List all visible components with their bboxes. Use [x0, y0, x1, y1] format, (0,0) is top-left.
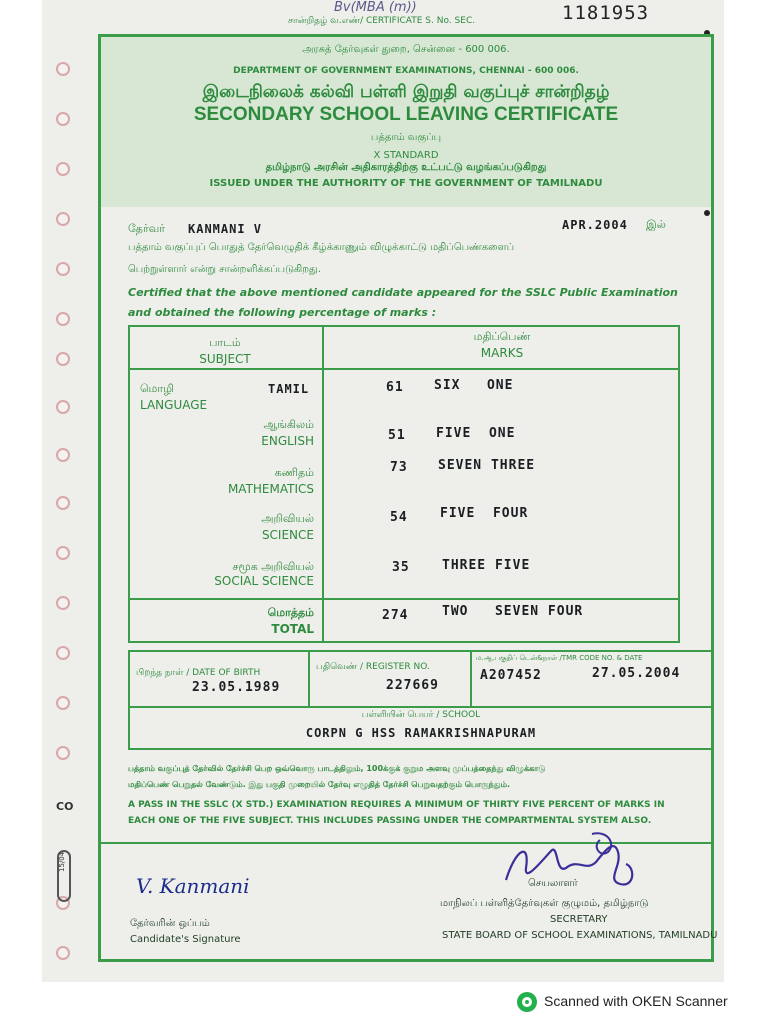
punch-hole	[56, 546, 70, 560]
row-subject: MATHEMATICS	[227, 482, 314, 496]
punch-hole	[56, 596, 70, 610]
punch-hole	[56, 112, 70, 126]
punch-hole	[56, 448, 70, 462]
punch-hole	[56, 696, 70, 710]
school-name: CORPN G HSS RAMAKRISHNAPURAM	[305, 726, 537, 740]
row-subject: LANGUAGE	[140, 398, 208, 412]
certificate-sno-label: சான்றிதழ் வ.எண்/ CERTIFICATE S. No. SEC.	[288, 16, 476, 26]
tmr-date: 27.05.2004	[592, 666, 681, 681]
row-tamil: அறிவியல்	[261, 512, 314, 525]
marks-header: MARKS	[480, 346, 524, 360]
candidate-signature-label: Candidate's Signature	[130, 934, 241, 945]
tamil-statement-2: பெற்றுள்ளார் என்று சான்றளிக்கப்படுகிறது.	[128, 264, 321, 275]
authority-english: ISSUED UNDER THE AUTHORITY OF THE GOVERNMENT OF TAMILNADU	[209, 178, 603, 189]
board-name: STATE BOARD OF SCHOOL EXAMINATIONS, TAMILNADU	[442, 930, 718, 941]
punch-hole	[56, 262, 70, 276]
note-tamil-2: மதிப்பெண் பெறுதல் வேண்டும். இது பகுதி முறையில் தேர்வு எழுதித் தேர்ச்சி பெறுவதற்கும் பொருந்தும்.	[128, 780, 511, 789]
register-label: பதிவெண் / REGISTER NO.	[316, 662, 430, 672]
total-label: TOTAL	[271, 622, 314, 636]
row-tamil: மொழி	[140, 382, 174, 395]
row-tamil: சமூக அறிவியல்	[232, 560, 314, 573]
language-name: TAMIL	[268, 382, 310, 396]
dob-value: 23.05.1989	[192, 680, 281, 695]
left-margin-code: CO	[56, 800, 74, 813]
punch-hole	[56, 400, 70, 414]
punch-hole	[56, 352, 70, 366]
school-label: பள்ளியின் பெயர் / SCHOOL	[361, 710, 481, 720]
certificate-sno: 1181953	[562, 2, 650, 24]
candidate-label: தேர்வர்	[128, 222, 165, 235]
subject-header-tamil: பாடம்	[209, 336, 241, 349]
punch-hole	[56, 746, 70, 760]
punch-hole	[56, 62, 70, 76]
punch-hole	[56, 212, 70, 226]
row-mark: 54	[390, 510, 408, 525]
row-mark: 35	[392, 560, 410, 575]
candidate-name: KANMANI V	[188, 222, 263, 236]
dept-tamil: அரசுத் தேர்வுகள் துறை, சென்னை - 600 006.	[302, 44, 510, 55]
tamil-statement-1: பத்தாம் வகுப்புப் பொதுத் தேர்வெழுதிக் கீழ்க்காணும் விழுக்காட்டு மதிப்பெண்களைப்	[128, 242, 515, 253]
authority-tamil: தமிழ்நாடு அரசின் அதிகாரத்திற்கு உட்பட்டு வழங்கப்படுகிறது	[265, 162, 547, 173]
note-tamil-1: பத்தாம் வகுப்புத் தேர்வில் தேர்ச்சி பெற ஒவ்வொரு பாடத்திலும், 100க்குக் குறும அளவு முப்பத்தைந்து விழுக்காடு	[128, 764, 546, 773]
dob-label: பிறந்த நாள் / DATE OF BIRTH	[136, 668, 261, 678]
row-subject: ENGLISH	[261, 434, 314, 448]
note-english-1: A PASS IN THE SSLC (X STD.) EXAMINATION REQUIRES A MINIMUM OF THIRTY FIVE PERCENT OF MARKS IN	[128, 800, 665, 810]
scanner-label: Scanned with OKEN Scanner	[544, 993, 728, 1009]
tmr-code: A207452	[480, 668, 542, 683]
row-mark-words: FIVE FOUR	[440, 506, 529, 521]
note-english-2: EACH ONE OF THE FIVE SUBJECT. THIS INCLUDES PASSING UNDER THE COMPARTMENTAL SYSTEM ALSO.	[128, 816, 652, 826]
row-mark-words: FIVE ONE	[436, 426, 516, 441]
certified-line-1: Certified that the above mentioned candidate appeared for the SSLC Public Examination	[128, 286, 678, 299]
marks-header-tamil: மதிப்பெண்	[473, 330, 531, 343]
row-mark-words: SEVEN THREE	[438, 458, 536, 473]
subject-header: SUBJECT	[199, 352, 251, 366]
row-tamil: கணிதம்	[274, 466, 314, 479]
punch-hole	[56, 946, 70, 960]
row-mark: 61	[386, 380, 404, 395]
total-mark: 274	[382, 608, 409, 623]
secretary-tamil-2: மாநிலப் பள்ளித்தேர்வுகள் குழுமம், தமிழ்நாடு	[440, 898, 649, 909]
candidate-signature-tamil: தேர்வரின் ஒப்பம்	[130, 918, 210, 929]
punch-hole	[56, 312, 70, 326]
exam-month: APR.2004	[562, 218, 628, 232]
candidate-signature: V. Kanmani	[136, 874, 250, 898]
punch-hole	[56, 496, 70, 510]
certified-line-2: and obtained the following percentage of marks :	[128, 306, 437, 319]
row-mark-words: SIX ONE	[434, 378, 514, 393]
title-english: SECONDARY SCHOOL LEAVING CERTIFICATE	[193, 104, 619, 125]
total-tamil: மொத்தம்	[267, 606, 314, 619]
register-value: 227669	[386, 678, 439, 693]
row-mark: 73	[390, 460, 408, 475]
row-mark: 51	[388, 428, 406, 443]
handwritten-note: Bv(MBA (m))	[334, 0, 417, 15]
row-subject: SCIENCE	[261, 528, 314, 542]
standard-english: X STANDARD	[373, 150, 439, 161]
secretary-label: SECRETARY	[550, 914, 608, 925]
punch-hole	[56, 646, 70, 660]
row-tamil: ஆங்கிலம்	[263, 418, 314, 431]
exam-month-suffix: இல்	[646, 218, 666, 231]
dept-english: DEPARTMENT OF GOVERNMENT EXAMINATIONS, CHENNAI - 600 006.	[233, 66, 579, 76]
total-mark-words: TWO SEVEN FOUR	[442, 604, 584, 619]
stamp-code: 15/04	[58, 851, 66, 872]
row-mark-words: THREE FIVE	[442, 558, 531, 573]
secretary-tamil-1: செயலாளர்	[528, 878, 578, 889]
row-subject: SOCIAL SCIENCE	[214, 574, 314, 588]
punch-hole	[56, 162, 70, 176]
standard-tamil: பத்தாம் வகுப்பு	[370, 132, 442, 143]
title-tamil: இடைநிலைக் கல்வி பள்ளி இறுதி வகுப்புச் சான்றிதழ்	[202, 82, 610, 102]
tmr-label: ம.ஆ.பகுதிப் டென்&நாள் /TMR CODE NO. & DATE	[476, 654, 643, 662]
scanner-logo-icon	[517, 992, 537, 1012]
